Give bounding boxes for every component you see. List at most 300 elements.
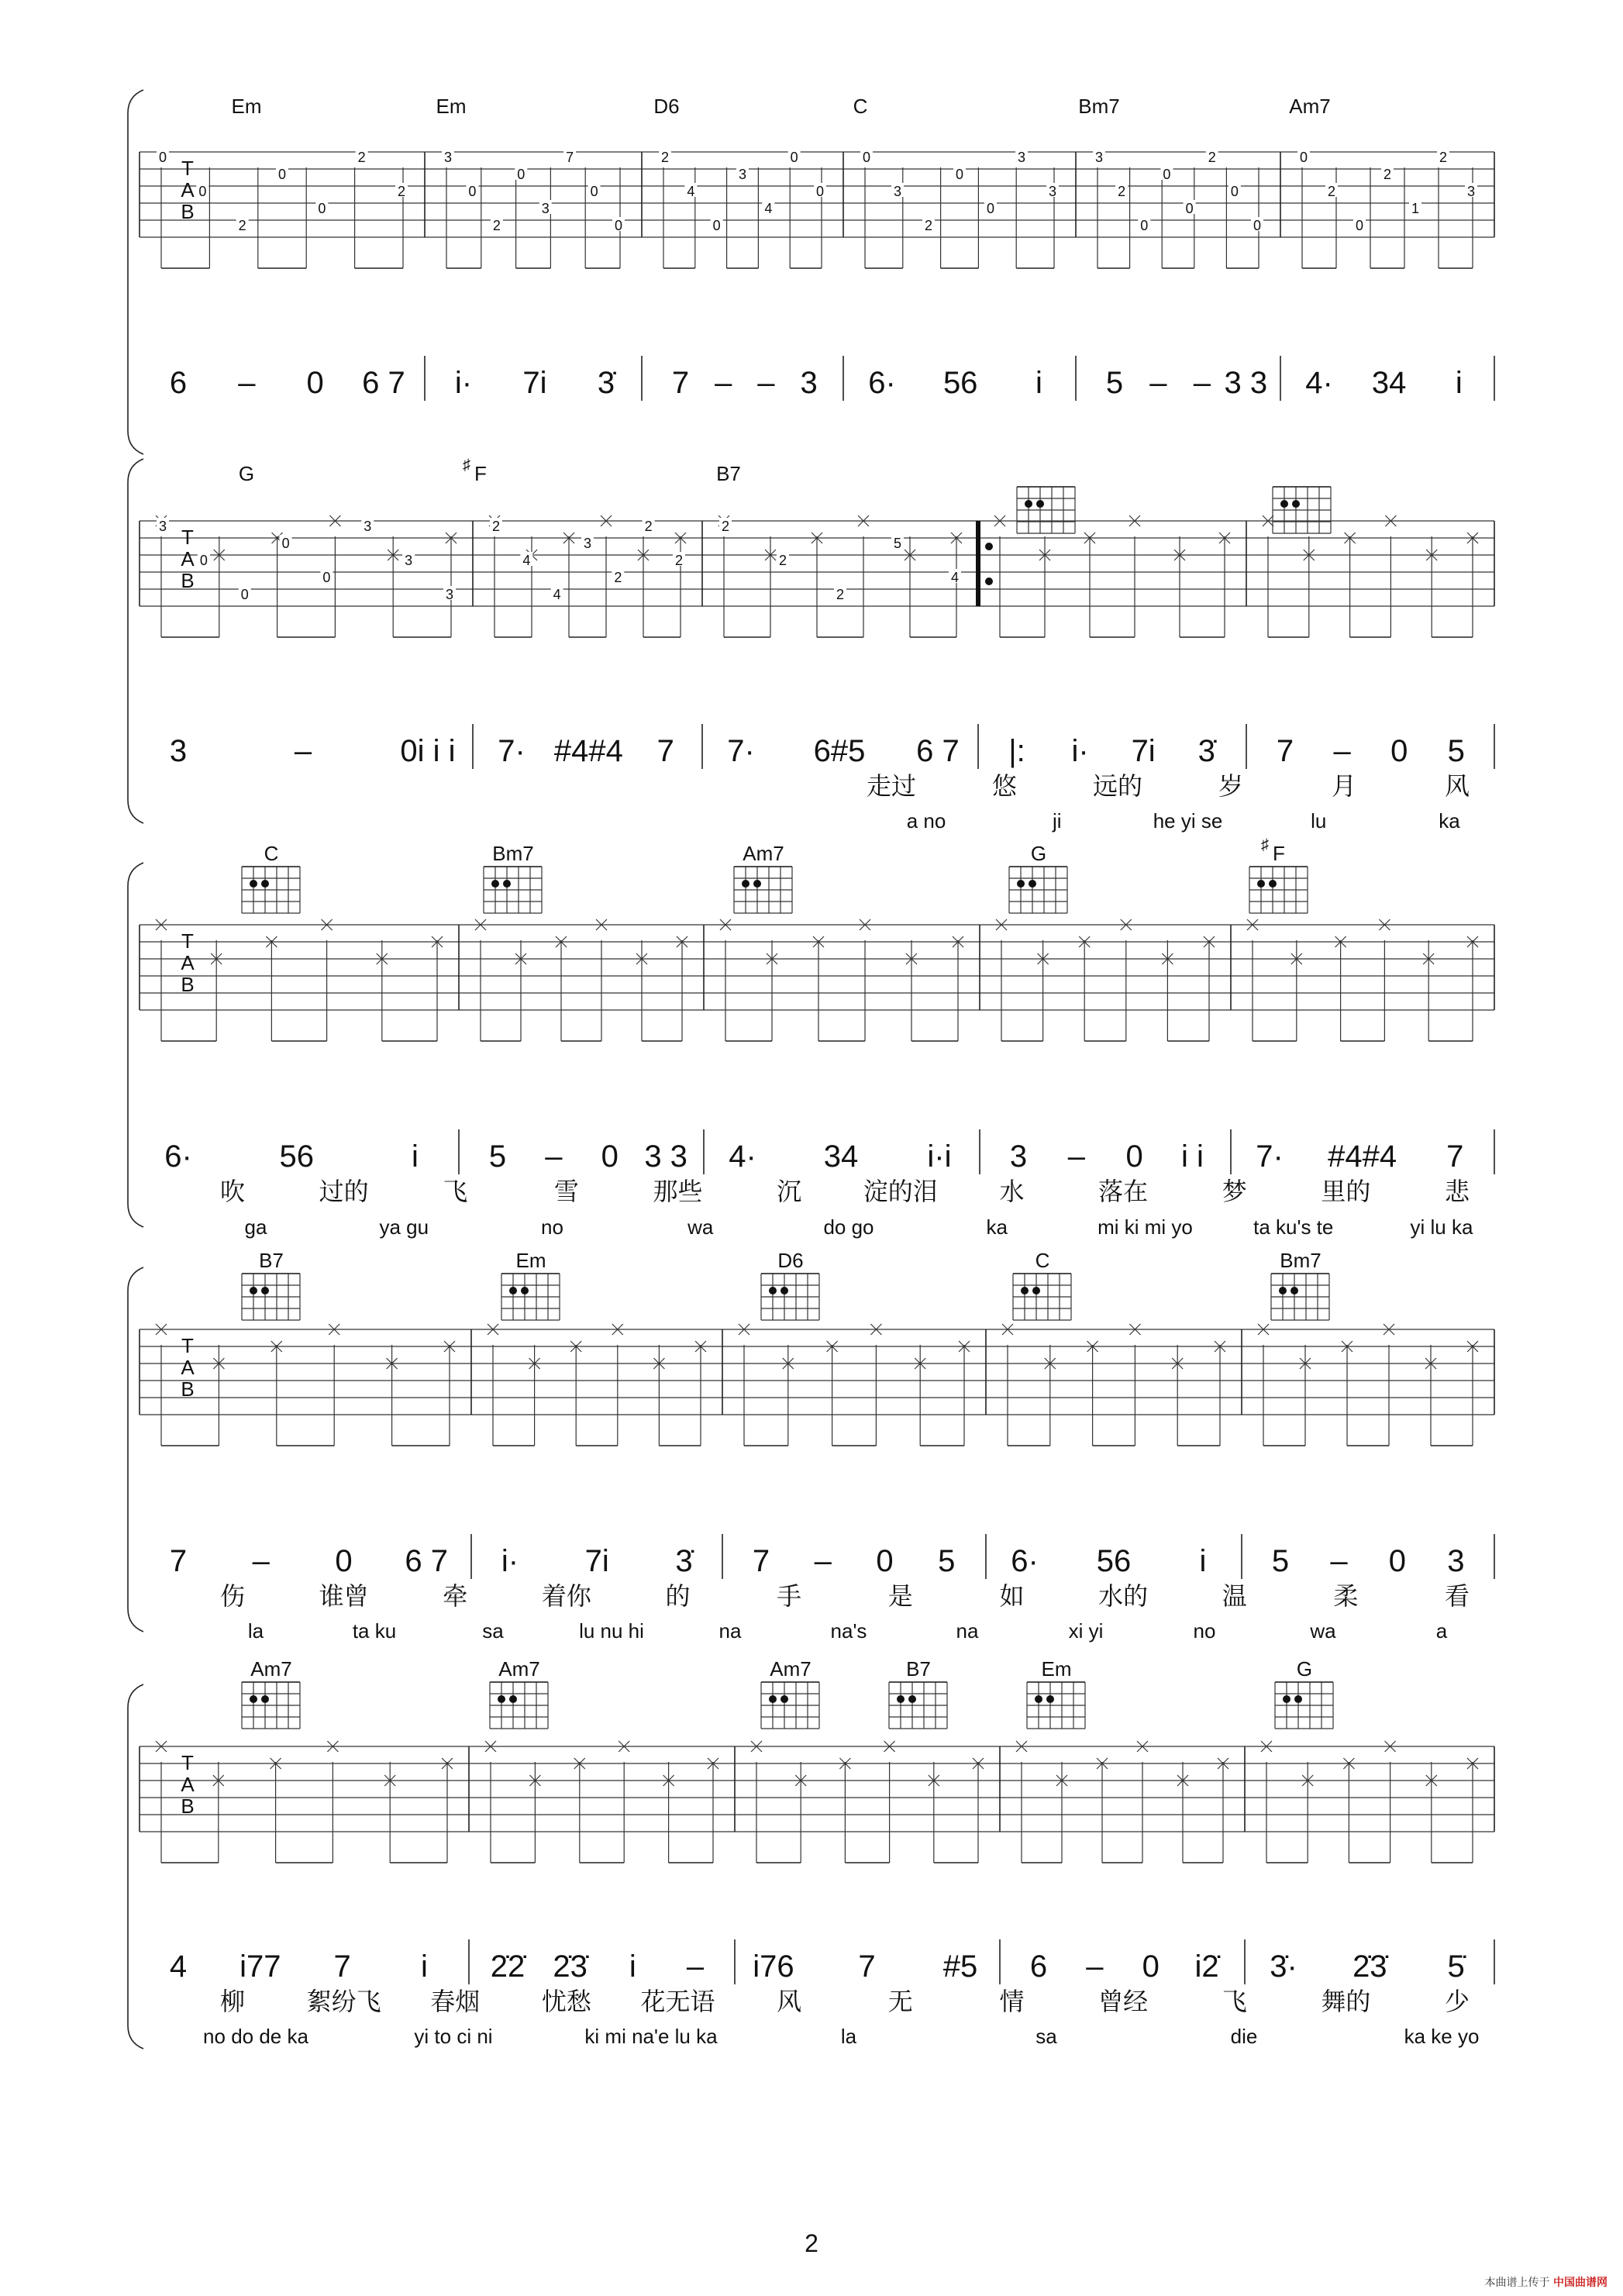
numbered-note: 7· [498, 734, 525, 768]
chord-name: Am7 [1289, 95, 1331, 118]
chord-diagram [1249, 867, 1308, 913]
lyric-chinese: 走过 [866, 771, 917, 801]
chord-name: Em [1041, 1657, 1072, 1681]
finger-dot [1292, 500, 1300, 508]
numbered-note: i [1455, 366, 1463, 400]
lyric-romaji: no [1193, 1619, 1216, 1643]
numbered-note: i [629, 1950, 636, 1984]
lyric-romaji: ya gu [379, 1215, 429, 1239]
numbered-note: 6 [169, 366, 188, 400]
numbered-note: i· [454, 366, 473, 400]
numbered-note: i [411, 1139, 419, 1174]
tab-fret-number: 0 [815, 184, 825, 199]
numbered-note: 3 3 [644, 1139, 687, 1174]
tab-clef-a: A [181, 951, 195, 974]
lyric-chinese: 悠 [991, 771, 1018, 801]
tab-fret-number: 2 [1327, 184, 1336, 199]
numbered-note: 6 7 [362, 366, 405, 400]
finger-dot [1257, 880, 1265, 888]
tab-fret-number: 0 [614, 218, 623, 233]
lyric-romaji: no do de ka [203, 2025, 308, 2048]
numbered-note: 7 [1276, 734, 1294, 768]
finger-dot [509, 1695, 517, 1703]
lyric-romaji: a [1435, 1619, 1448, 1643]
lyric-chinese: 水 [999, 1177, 1025, 1206]
numbered-note: – [1149, 366, 1167, 400]
numbered-note: 5 [488, 1139, 507, 1174]
numbered-note: 4 [169, 1950, 188, 1984]
numbered-note: 0 [1142, 1950, 1160, 1984]
lyric-chinese: 谁曾 [319, 1581, 369, 1611]
repeat-dot [985, 543, 993, 550]
numbered-note: 3̇ [1197, 734, 1215, 768]
lyric-romaji: ta ku [352, 1619, 397, 1643]
lyric-romaji: ka [986, 1215, 1008, 1239]
numbered-note: 7i [522, 366, 547, 400]
numbered-note: 7 [656, 734, 674, 768]
lyric-chinese: 如 [999, 1581, 1025, 1611]
footer-credit [1485, 2274, 1607, 2290]
sharp-sign: ♯ [1261, 836, 1269, 853]
lyric-romaji: lu [1311, 809, 1327, 833]
numbered-note: 0 [335, 1544, 353, 1578]
tab-fret-number: 0 [1299, 150, 1308, 165]
numbered-note: i·i [927, 1139, 952, 1174]
numbered-note: 0 [876, 1544, 894, 1578]
numbered-note: i [420, 1950, 428, 1984]
lyric-chinese: 沉 [777, 1177, 802, 1206]
finger-dot [261, 1287, 269, 1295]
chord-diagram [889, 1682, 947, 1729]
lyric-chinese: 春烟 [430, 1987, 481, 2016]
lyric-romaji: wa [687, 1215, 714, 1239]
numbered-note: 7 [752, 1544, 770, 1578]
tab-fret-number: 7 [566, 150, 574, 165]
numbered-note: 6· [868, 366, 896, 400]
numbered-note: i i [1181, 1139, 1204, 1174]
chord-name: C [853, 95, 868, 118]
chord-name: Bm7 [492, 842, 534, 865]
numbered-note: 6· [1011, 1544, 1039, 1578]
lyric-romaji: ki mi na'e lu ka [584, 2025, 718, 2048]
numbered-note: 5 [1447, 734, 1465, 768]
lyric-romaji: xi yi [1068, 1619, 1104, 1643]
chord-name: G [1030, 842, 1047, 865]
numbered-note: 3 3 [1224, 366, 1268, 400]
chord-name: Bm7 [1280, 1249, 1321, 1272]
chord-name: Em [231, 95, 262, 118]
tab-clef-a: A [181, 178, 195, 202]
numbered-note: 3̇· [1270, 1950, 1297, 1984]
numbered-note: 56 [1096, 1544, 1132, 1578]
chord-name: G [1296, 1657, 1313, 1681]
tab-fret-number: 2 [238, 218, 246, 233]
lyric-chinese: 风 [777, 1987, 802, 2016]
finger-dot [1036, 500, 1044, 508]
tab-clef-t: T [181, 929, 194, 953]
numbered-note: 7 [1446, 1139, 1464, 1174]
numbered-note: 7 [333, 1950, 351, 1984]
lyric-chinese: 曾经 [1098, 1987, 1149, 2016]
numbered-note: – [1086, 1950, 1104, 1984]
chord-name: D6 [777, 1249, 804, 1272]
tab-fret-number: 0 [590, 184, 598, 199]
tab-clef-b: B [181, 1794, 195, 1818]
numbered-note: i· [501, 1544, 519, 1578]
numbered-note: – [1193, 366, 1211, 400]
tab-fret-number: 0 [1230, 184, 1239, 199]
numbered-note: i [1035, 366, 1042, 400]
lyric-chinese: 飞 [443, 1177, 468, 1206]
numbered-note: 7 [169, 1544, 188, 1578]
lyric-romaji: la [840, 2025, 857, 2048]
tab-fret-number: 0 [198, 184, 207, 199]
system-4 [128, 1267, 1494, 1632]
numbered-note: i· [1071, 734, 1089, 768]
repeat-dot [985, 577, 993, 585]
tab-fret-number: 3 [1048, 184, 1057, 199]
tab-fret-number: 2 [721, 519, 730, 534]
finger-dot [1279, 1287, 1287, 1295]
tab-fret-number: 0 [318, 201, 326, 216]
numbered-note: #4#4 [1328, 1139, 1397, 1174]
numbered-note: 2̇3̇ [1352, 1950, 1387, 1984]
numbered-note: |: [1008, 734, 1025, 768]
numbered-note: 0 [1388, 1544, 1407, 1578]
finger-dot [1017, 880, 1025, 888]
numbered-note: 6 7 [405, 1544, 448, 1578]
numbered-note: – [294, 734, 312, 768]
tab-fret-number: 0 [240, 587, 249, 602]
lyric-chinese: 风 [1444, 771, 1470, 801]
finger-dot [250, 880, 257, 888]
numbered-note: 3 [1447, 1544, 1465, 1578]
lyric-chinese: 看 [1444, 1581, 1470, 1611]
tab-fret-number: 3 [1094, 150, 1104, 165]
system-3 [128, 863, 1494, 1227]
lyric-chinese: 伤 [219, 1581, 246, 1611]
chord-name: G [238, 462, 255, 485]
numbered-note: 7· [727, 734, 755, 768]
finger-dot [503, 880, 511, 888]
numbered-note: – [715, 366, 732, 400]
tab-fret-number: 2 [491, 519, 501, 534]
tab-fret-number: 1 [1411, 201, 1420, 216]
tab-fret-number: 0 [1185, 201, 1194, 216]
lyric-chinese: 里的 [1321, 1177, 1371, 1206]
finger-dot [1290, 1287, 1298, 1295]
chord-diagram [484, 867, 542, 913]
tab-fret-number: 0 [158, 150, 167, 165]
system-bracket [128, 1267, 143, 1632]
lyric-chinese: 着你 [541, 1581, 591, 1611]
lyric-romaji: ka [1439, 809, 1460, 833]
lyric-chinese: 无 [887, 1987, 913, 2016]
numbered-note: 7i [584, 1544, 609, 1578]
tab-fret-number: 0 [468, 184, 477, 199]
lyric-romaji: a no [906, 809, 946, 833]
lyric-chinese: 雪 [553, 1177, 579, 1206]
lyric-romaji: no [541, 1215, 563, 1239]
lyric-chinese: 水的 [1098, 1581, 1149, 1611]
finger-dot [1021, 1287, 1029, 1295]
tab-fret-number: 3 [443, 150, 453, 165]
finger-dot [1032, 1287, 1040, 1295]
lyric-romaji: do go [823, 1215, 874, 1239]
numbered-note: 3 [1009, 1139, 1028, 1174]
chord-diagram [1009, 867, 1067, 913]
numbered-note: 5 [1271, 1544, 1290, 1578]
lyric-romaji: na [718, 1619, 742, 1643]
tab-fret-number: 0 [862, 150, 871, 165]
chord-name: B7 [906, 1657, 931, 1681]
numbered-note: 5 [938, 1544, 956, 1578]
numbered-note: 5 [1105, 366, 1124, 400]
numbered-note: 34 [1371, 366, 1407, 400]
tab-fret-number: 0 [790, 150, 798, 165]
tab-fret-number: 2 [778, 553, 787, 568]
tab-fret-number: 3 [583, 536, 592, 551]
tab-fret-number: 3 [445, 587, 454, 602]
tab-clef-t: T [181, 526, 194, 549]
chord-name: Am7 [250, 1657, 292, 1681]
lyric-chinese: 牵 [443, 1581, 468, 1611]
system-bracket [128, 863, 143, 1227]
numbered-note: 5̇ [1447, 1950, 1465, 1984]
numbered-note: #5 [942, 1950, 978, 1984]
chord-name: B7 [259, 1249, 284, 1272]
chord-name: Am7 [770, 1657, 812, 1681]
tab-fret-number: 2 [836, 587, 845, 602]
tab-fret-number: 2 [644, 519, 653, 534]
tab-fret-number: 4 [553, 587, 561, 602]
lyric-chinese: 过的 [319, 1177, 369, 1206]
numbered-note: 56 [279, 1139, 314, 1174]
lyric-romaji: ga [244, 1215, 267, 1239]
tab-fret-number: 4 [764, 201, 773, 216]
numbered-note: 0 [1390, 734, 1408, 768]
tab-fret-number: 3 [893, 184, 902, 199]
tab-fret-number: 2 [357, 150, 366, 165]
chord-name: Am7 [498, 1657, 540, 1681]
system-bracket [128, 459, 143, 823]
lyric-chinese: 温 [1222, 1581, 1247, 1611]
chord-diagram [1013, 1274, 1071, 1320]
numbered-note: – [252, 1544, 270, 1578]
tab-fret-number: 2 [674, 553, 684, 568]
numbered-note: 34 [823, 1139, 859, 1174]
finger-dot [1046, 1695, 1054, 1703]
lyric-romaji: wa [1310, 1619, 1336, 1643]
lyric-romaji: sa [482, 1619, 504, 1643]
tab-fret-number: 3 [541, 201, 550, 216]
tab-clef-a: A [181, 547, 195, 571]
numbered-note: 3̇ [675, 1544, 693, 1578]
tab-clef-b: B [181, 973, 195, 996]
chord-name: C [264, 842, 279, 865]
chord-diagram [1271, 1274, 1329, 1320]
numbered-note: 7 [858, 1950, 876, 1984]
chord-name: Bm7 [1078, 95, 1120, 118]
tab-fret-number: 0 [1140, 218, 1149, 233]
numbered-note: 3 [169, 734, 188, 768]
finger-dot [1025, 500, 1032, 508]
numbered-note: 6#5 [813, 734, 866, 768]
chord-name: F [474, 462, 487, 485]
finger-dot [769, 1695, 777, 1703]
tab-fret-number: 3 [738, 167, 747, 182]
tab-fret-number: 0 [322, 570, 331, 585]
lyric-chinese: 岁 [1218, 771, 1244, 801]
tab-clef-t: T [181, 157, 194, 180]
tab-fret-number: 2 [1118, 184, 1126, 199]
finger-dot [780, 1287, 788, 1295]
chord-name: Em [436, 95, 467, 118]
finger-dot [1035, 1695, 1042, 1703]
lyric-romaji: ta ku's te [1253, 1215, 1334, 1239]
numbered-note: – [545, 1139, 563, 1174]
tab-fret-number: 4 [687, 184, 695, 199]
chord-name: F [1273, 842, 1285, 865]
tab-fret-number: 3 [158, 519, 167, 534]
tab-fret-number: 0 [1163, 167, 1171, 182]
tab-fret-number: 3 [405, 553, 413, 568]
tab-fret-number: 0 [955, 167, 964, 182]
chord-name: D6 [653, 95, 680, 118]
page-number: 2 [805, 2229, 818, 2257]
finger-dot [250, 1287, 257, 1295]
numbered-note: – [1067, 1139, 1085, 1174]
lyric-chinese: 飞 [1222, 1987, 1247, 2016]
lyric-chinese: 悲 [1444, 1177, 1470, 1206]
footer-brand: 中国曲谱网 [1553, 2277, 1607, 2289]
tab-clef-b: B [181, 200, 195, 223]
numbered-note: 3 [800, 366, 818, 400]
numbered-note: 7· [1256, 1139, 1284, 1174]
tab-clef-a: A [181, 1356, 195, 1379]
tab-fret-number: 2 [1439, 150, 1448, 165]
lyric-romaji: na's [830, 1619, 867, 1643]
chord-diagram [501, 1274, 560, 1320]
numbered-note: i77 [239, 1950, 281, 1984]
lyric-romaji: lu nu hi [579, 1619, 644, 1643]
lyric-chinese: 吹 [219, 1177, 246, 1206]
tab-fret-number: 2 [492, 218, 501, 233]
lyric-chinese: 的 [665, 1581, 691, 1611]
lyric-chinese: 月 [1331, 771, 1357, 801]
finger-dot [509, 1287, 517, 1295]
numbered-note: 0 [601, 1139, 619, 1174]
lyric-romaji: he yi se [1153, 809, 1223, 833]
tab-fret-number: 4 [950, 570, 960, 585]
lyric-romaji: ji [1052, 809, 1062, 833]
numbered-note: 3̇ [597, 366, 615, 400]
system-2 [128, 459, 1494, 823]
numbered-note: 7 [671, 366, 690, 400]
lyric-chinese: 忧愁 [541, 1987, 591, 2016]
chord-diagram [761, 1682, 819, 1729]
tab-fret-number: 0 [986, 201, 995, 216]
numbered-note: 4· [1305, 366, 1333, 400]
lyric-romaji: mi ki mi yo [1098, 1215, 1193, 1239]
lyric-chinese: 远的 [1092, 771, 1143, 801]
numbered-note: #4#4 [553, 734, 623, 768]
chord-name: B7 [716, 462, 741, 485]
lyric-romaji: na [956, 1619, 979, 1643]
tab-fret-number: 2 [1208, 150, 1216, 165]
tab-fret-number: 2 [924, 218, 933, 233]
lyric-chinese: 情 [999, 1987, 1025, 2016]
tab-fret-number: 3 [364, 519, 372, 534]
tab-fret-number: 0 [1253, 218, 1262, 233]
tab-fret-number: 0 [277, 167, 287, 182]
lyric-romaji: die [1230, 2025, 1258, 2048]
numbered-note: 0 [306, 366, 324, 400]
chord-diagram [761, 1274, 819, 1320]
finger-dot [521, 1287, 529, 1295]
numbered-note: – [1330, 1544, 1348, 1578]
lyric-chinese: 是 [887, 1581, 913, 1611]
chord-diagram [490, 1682, 548, 1729]
chord-diagram [242, 867, 300, 913]
lyric-chinese: 手 [777, 1581, 802, 1611]
finger-dot [1269, 880, 1277, 888]
finger-dot [491, 880, 499, 888]
numbered-note: – [686, 1950, 705, 1984]
tab-fret-number: 0 [517, 167, 525, 182]
finger-dot [753, 880, 761, 888]
lyric-chinese: 淀的泪 [863, 1177, 938, 1206]
tab-fret-number: 4 [522, 553, 531, 568]
finger-dot [742, 880, 749, 888]
lyric-romaji: yi lu ka [1410, 1215, 1473, 1239]
finger-dot [261, 880, 269, 888]
chord-diagram [1275, 1682, 1333, 1729]
lyric-chinese: 舞的 [1321, 1987, 1371, 2016]
tab-fret-number: 3 [1017, 150, 1026, 165]
system-bracket [128, 90, 143, 454]
lyric-chinese: 那些 [653, 1177, 703, 1206]
chord-diagram [734, 867, 792, 913]
tab-clef-a: A [181, 1773, 195, 1796]
finger-dot [780, 1695, 788, 1703]
tab-fret-number: 2 [1383, 167, 1392, 182]
lyric-chinese: 少 [1444, 1987, 1470, 2016]
footer-prefix: 本曲谱上传于 [1484, 2277, 1550, 2289]
lyric-romaji: la [247, 1619, 264, 1643]
lyric-romaji: sa [1035, 2025, 1057, 2048]
finger-dot [897, 1695, 905, 1703]
finger-dot [769, 1287, 777, 1295]
tab-clef-t: T [181, 1334, 194, 1357]
numbered-note: 6· [164, 1139, 192, 1174]
chord-diagram [1273, 487, 1331, 533]
tab-fret-number: 5 [893, 536, 902, 551]
tab-fret-number: 0 [199, 553, 208, 568]
lyric-chinese: 絮纷飞 [306, 1987, 381, 2016]
numbered-note: 6 7 [916, 734, 960, 768]
chord-diagram [1017, 487, 1075, 533]
lyric-romaji: ka ke yo [1404, 2025, 1480, 2048]
finger-dot [1029, 880, 1036, 888]
tab-fret-number: 2 [614, 570, 622, 585]
numbered-note: 0i i i [400, 734, 456, 768]
numbered-note: i [1199, 1544, 1207, 1578]
tab-clef-t: T [181, 1751, 194, 1774]
tab-clef-b: B [181, 569, 195, 592]
numbered-note: 4· [729, 1139, 756, 1174]
tab-fret-number: 0 [281, 536, 290, 551]
